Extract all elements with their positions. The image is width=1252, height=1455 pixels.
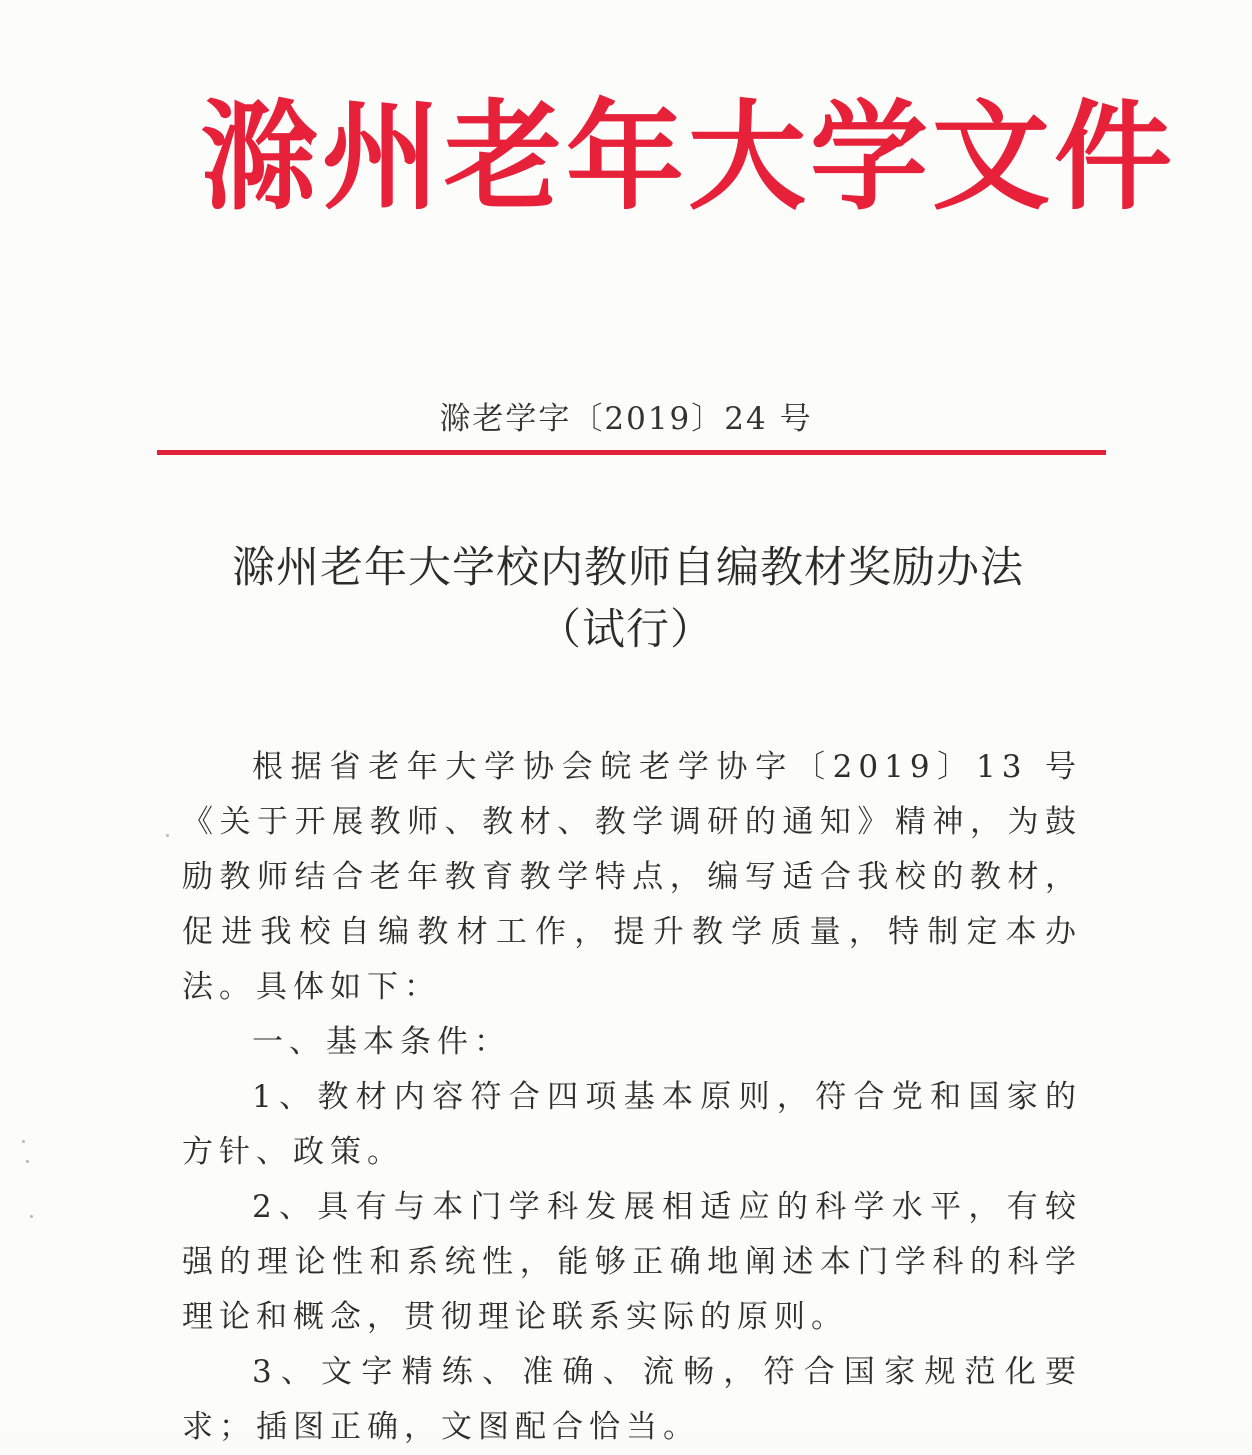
scan-speck [22, 1140, 25, 1143]
document-body [182, 740, 1082, 1455]
document-number: 滁老学字〔2019〕24 号 [439, 401, 813, 437]
paragraph-condition-2: 2、具有与本门学科发展相适应的科学水平，有较强的理论性和系统性，能够正确地阐述本门学科的科学理论和概念，贯彻理论联系实际的原则。 [182, 1189, 1082, 1335]
masthead-title: 滁州老年大学文件 [200, 88, 1177, 226]
section-heading-basic-conditions: 一、基本条件： [252, 1024, 511, 1060]
paragraph-intro: 根据省老年大学协会皖老学协字〔2019〕13 号《关于开展教师、教材、教学调研的通知》精神，为鼓励教师结合老年教育教学特点，编写适合我校的教材，促进我校自编教材工作，提升教学质量，特制定本办法。具体如下： [182, 749, 1082, 1005]
red-divider-line [157, 450, 1106, 455]
paragraph-condition-1: 1、教材内容符合四项基本原则，符合党和国家的方针、政策。 [182, 1079, 1082, 1170]
scan-speck [26, 1160, 29, 1163]
scan-speck [30, 1215, 33, 1218]
document-title: 滁州老年大学校内教师自编教材奖励办法 [232, 543, 1024, 593]
document-subtitle: （试行） [538, 605, 714, 655]
scan-speck [166, 834, 169, 837]
paragraph-condition-3: 3、文字精练、准确、流畅，符合国家规范化要求；插图正确，文图配合恰当。 [182, 1354, 1082, 1445]
